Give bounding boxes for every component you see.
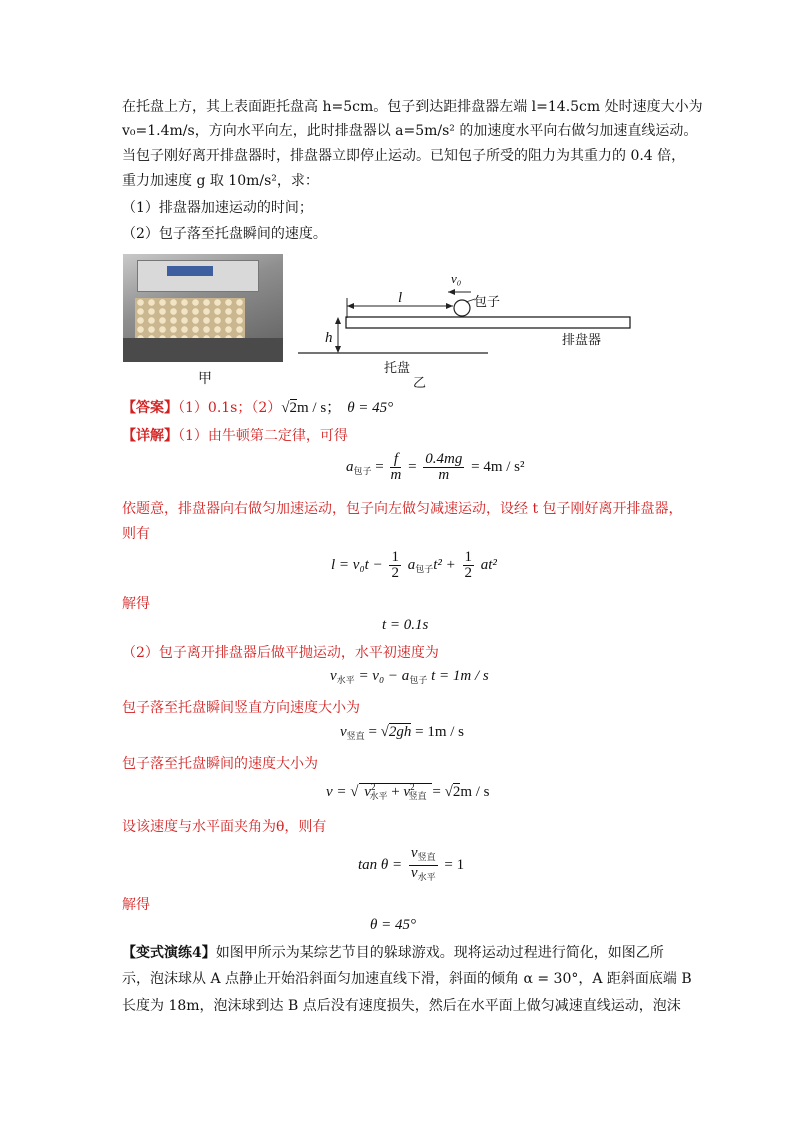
next-problem-line-3: 长度为 18m，泡沫球到达 B 点后没有速度损失，然后在水平面上做匀减速直线运动，泡沫 (122, 998, 681, 1014)
machine-photo (123, 254, 283, 362)
label-tuopan: 托盘 (384, 361, 411, 376)
solve-label-2: 解得 (122, 897, 150, 913)
equation-horizontal-velocity: $v_{水平} = v_0 - a_{包子}$ t = 1m / s (330, 668, 489, 685)
question-2: （2）包子落至托盘瞬间的速度。 (122, 226, 327, 242)
setup-diagram (290, 262, 640, 387)
label-v0: v₀ (451, 271, 462, 286)
answer-tag: 【答案】 (122, 400, 178, 416)
detail-para-1b: 则有 (122, 526, 150, 542)
answer-line (122, 397, 393, 419)
equation-speed: v = √ $v^2_{水平} + v^2_{竖直} = √2m / s$ (326, 782, 490, 801)
problem-line-2: v₀=1.4m/s，方向水平向左，此时排盘器以 a=5m/s² 的加速度水平向右做匀加速直线运动。 (122, 123, 698, 139)
label-paipanqi: 排盘器 (562, 333, 602, 348)
machine-label (167, 266, 213, 276)
next-problem-line-1: 【变式演练4】如图甲所示为某综艺节目的躲球游戏。现将运动过程进行简化，如图乙所 (122, 945, 664, 961)
label-h: h (325, 330, 333, 346)
problem-line-1: 在托盘上方，其上表面距托盘高 h=5cm。包子到达距排盘器左端 l=14.5cm 处时速度大小为 (122, 99, 703, 115)
solve-label-1: 解得 (122, 596, 150, 612)
conveyor-belt (123, 338, 283, 362)
photo-caption: 甲 (198, 371, 212, 387)
next-problem-tag: 【变式演练4】 (122, 945, 216, 961)
baozi-shape (454, 300, 470, 316)
answer-sqrt: √2m / s； (281, 400, 342, 416)
tray-plate-bar (346, 317, 630, 328)
diagram-caption: 乙 (413, 376, 427, 391)
detail-part-2: （2）包子离开排盘器后做平抛运动，水平初速度为 (122, 645, 439, 661)
equation-angle: θ = 45° (370, 917, 416, 933)
detail-intro-line (122, 425, 348, 447)
machine-body (137, 260, 259, 292)
tray-of-buns (135, 298, 245, 338)
answer-text-1: （1）0.1s；（2） (178, 400, 282, 416)
equation-displacement: l = v₀t − $\frac{1}{2}$ $a_{包子}t^2$ + $\frac{1}{2}$ at² (331, 549, 497, 581)
problem-line-3: 当包子刚好离开排盘器时，排盘器立即停止运动。已知包子所受的阻力为其重力的 0.4 倍， (122, 148, 686, 164)
detail-tag: 【详解】 (122, 428, 178, 444)
equation-time: t = 0.1s (382, 617, 429, 633)
equation-acceleration: $a_{包子}$ = $\frac{f}{m}$ = $\frac{0.4mg}{m}$ = 4m / s² (346, 451, 525, 483)
label-baozi: 包子 (474, 295, 501, 310)
equation-tangent: tan θ = $\frac{v_{竖直}}{v_{水平}}$ = 1 (358, 845, 465, 882)
next-problem-line-2: 示，泡沫球从 A 点静止开始沿斜面匀加速直线下滑，斜面的倾角 α = 30°，A 距斜面底端 B (122, 971, 692, 987)
detail-speed: 包子落至托盘瞬间的速度大小为 (122, 756, 318, 772)
answer-theta: θ = 45° (347, 400, 394, 416)
detail-para-1a: 依题意，排盘器向右做匀加速运动，包子向左做匀减速运动，设经 t 包子刚好离开排盘器， (122, 501, 683, 517)
label-l: l (398, 290, 403, 306)
detail-vertical: 包子落至托盘瞬间竖直方向速度大小为 (122, 700, 360, 716)
question-1: （1）排盘器加速运动的时间； (122, 200, 313, 216)
equation-vertical-velocity: $v_{竖直} = √2gh = 1m / s$ (340, 724, 465, 741)
problem-line-4: 重力加速度 g 取 10m/s²，求： (122, 173, 319, 189)
detail-intro: （1）由牛顿第二定律，可得 (178, 428, 348, 444)
detail-angle: 设该速度与水平面夹角为θ，则有 (122, 819, 327, 835)
